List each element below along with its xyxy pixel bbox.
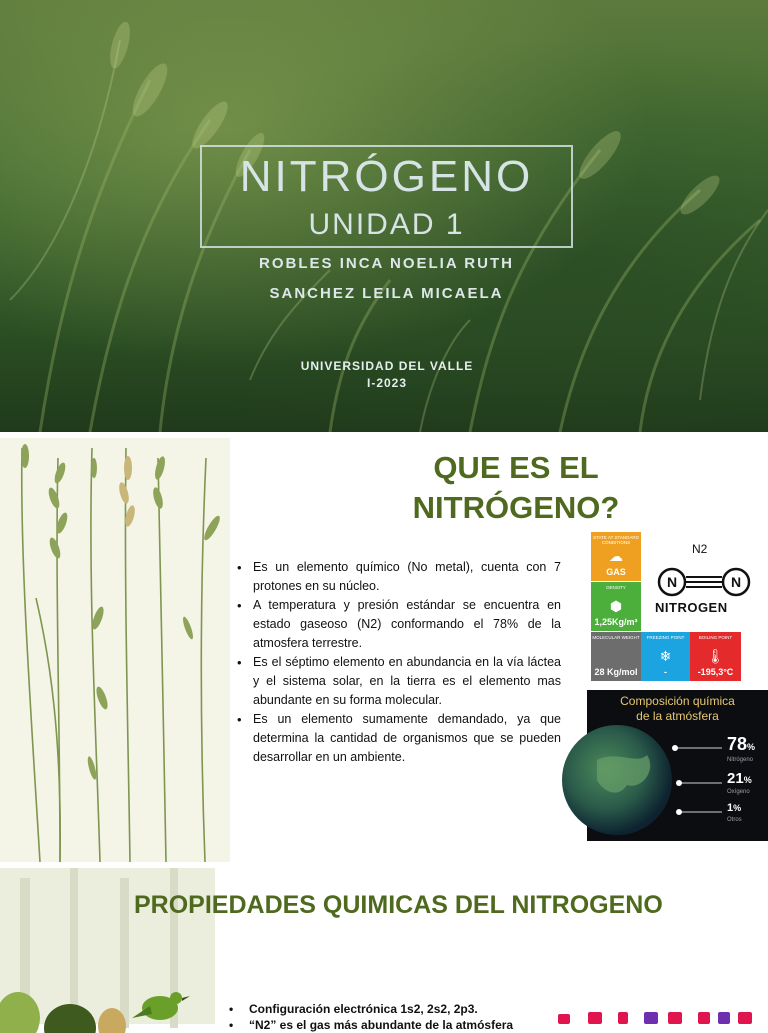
bullet-list	[237, 558, 561, 767]
list-item: • Configuración electrónica 1s2, 2s2, 2p3.	[229, 1001, 539, 1017]
molecular-weight-cell	[591, 632, 641, 681]
density-label: DENSITY	[606, 585, 626, 590]
boiling-point-value: -195,3°C	[697, 667, 734, 677]
grass-illustration	[0, 438, 230, 862]
freezing-point-value: -	[664, 667, 667, 677]
oxygen-percent	[727, 770, 752, 787]
slide-subtitle: UNIDAD 1	[308, 208, 465, 241]
bird-icon	[132, 992, 190, 1020]
title-line: NITRÓGENO?	[412, 490, 620, 525]
list-item: • Es el séptimo elemento en abundancia en la vía láctea y el sistema solar, en la tierra es el elemento mas abundante en su forma molecular.	[237, 653, 561, 710]
slide-title: PROPIEDADES QUIMICAS DEL NITROGENO	[134, 891, 663, 919]
oxygen-label: Oxígeno	[727, 789, 750, 795]
weight-icon: ⬢	[609, 598, 623, 614]
list-item: • A temperatura y presión estándar se encuentra en estado gaseoso (N2) conformando el 78% de la atmosfera terrestre.	[237, 596, 561, 653]
percent-unit: %	[733, 803, 742, 813]
author-name: SANCHEZ LEILA MICAELA	[269, 285, 504, 302]
bullet-list	[229, 1001, 539, 1033]
partial-image	[548, 1008, 768, 1024]
title-line: Composición química	[620, 694, 735, 708]
percent-unit: %	[743, 775, 752, 785]
slide-title: NITRÓGENO	[239, 152, 534, 201]
percent-value: 78	[727, 734, 748, 754]
percent-value: 1	[727, 802, 734, 814]
atmosphere-composition-image	[587, 690, 768, 841]
svg-text:N: N	[666, 574, 678, 590]
title-slide	[0, 0, 768, 432]
slide-title	[360, 448, 672, 528]
boiling-point-label: BOILING POINT	[698, 635, 733, 640]
percent-value: 21	[727, 770, 744, 787]
grass-stems-image	[0, 438, 230, 862]
state-label: STATE AT STANDARD CONDITIONS	[593, 535, 639, 545]
freezing-point-cell	[641, 632, 690, 681]
density-cell	[591, 582, 641, 631]
svg-text:N: N	[730, 574, 742, 590]
author-name: ROBLES INCA NOELIA RUTH	[259, 255, 514, 272]
molecule-formula: N2	[692, 542, 708, 556]
nitrogen-label: Nitrógeno	[727, 757, 754, 763]
snowflake-icon: ❄	[659, 648, 672, 664]
term-label: I-2023	[366, 376, 408, 390]
chemical-properties-slide	[0, 864, 768, 1032]
element-name: NITROGEN	[655, 600, 728, 615]
molecular-weight-value: 28 Kg/mol	[594, 667, 638, 677]
molecular-weight-label: MOLECULAR WEIGHT	[592, 635, 640, 640]
title-line: de la atmósfera	[636, 709, 719, 723]
others-label: Otros	[727, 817, 742, 823]
list-item: • Es un elemento sumamente demandado, ya que determina la cantidad de organismos que se pueden desarrollar en un ambiente.	[237, 710, 561, 767]
list-item: • “N2” es el gas más abundante de la atmósfera	[229, 1017, 539, 1033]
thermometer-icon: 🌡	[706, 648, 725, 664]
n2-triple-bond-icon	[656, 566, 752, 598]
cloud-icon: ☁	[609, 548, 623, 564]
state-cell	[591, 532, 641, 581]
what-is-nitrogen-slide	[0, 432, 768, 864]
boiling-point-cell	[690, 632, 741, 681]
freezing-point-label: FREEZING POINT	[646, 635, 685, 640]
others-percent	[727, 802, 741, 814]
nitrogen-percent	[727, 734, 755, 755]
state-value: GAS	[606, 567, 626, 577]
university-name: UNIVERSIDAD DEL VALLE	[300, 359, 474, 373]
title-line: QUE ES EL	[433, 450, 599, 485]
density-value: 1,25Kg/m³	[594, 617, 638, 627]
percent-unit: %	[747, 742, 756, 752]
list-item: • Es un elemento químico (No metal), cuenta con 7 protones en su núcleo.	[237, 558, 561, 596]
